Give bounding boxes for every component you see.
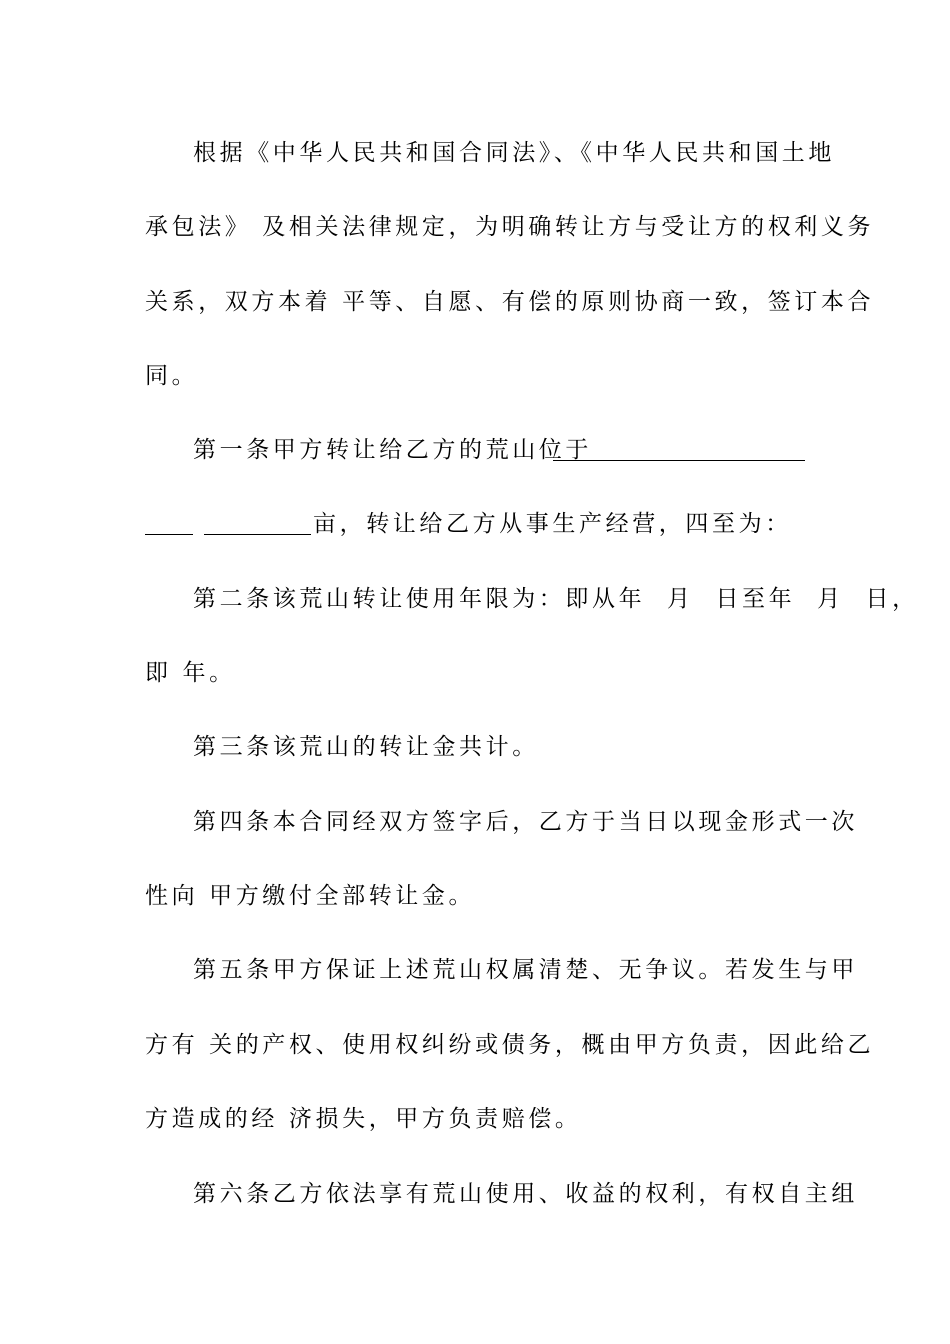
intro-line-3: 关系，双方本着 平等、自愿、有偿的原则协商一致，签订本合 [145,289,875,315]
article-5-line-3: 方造成的经 济损失，甲方负责赔偿。 [145,1106,582,1132]
article-1-line-2: 亩，转让给乙方从事生产经营，四至为： [313,511,792,537]
article-3-line-1: 第三条该荒山的转让金共计。 [193,734,539,760]
article-5-line-2: 方有 关的产权、使用权纠纷或债务，概由甲方负责，因此给乙 [145,1032,875,1058]
article-5-line-1: 第五条甲方保证上述荒山权属清楚、无争议。若发生与甲 [193,957,858,983]
article-4-line-1: 第四条本合同经双方签字后，乙方于当日以现金形式一次 [193,809,858,835]
article-2-line-2: 即 年。 [145,660,236,686]
intro-line-4: 同。 [145,363,199,389]
article-4-line-2: 性向 甲方缴付全部转让金。 [145,883,476,909]
intro-line-2: 承包法》 及相关法律规定，为明确转让方与受让方的权利义务 [145,214,875,240]
article-2-line-1: 第二条该荒山转让使用年限为：即从年 月 日至年 月 日， [193,586,919,612]
location-blank [553,434,805,461]
intro-line-1: 根据《中华人民共和国合同法》、《中华人民共和国土地 [193,140,835,166]
article-6-line-1: 第六条乙方依法享有荒山使用、收益的权利，有权自主组 [193,1181,858,1207]
article-1-line-1: 第一条甲方转让给乙方的荒山位于 [193,437,592,463]
